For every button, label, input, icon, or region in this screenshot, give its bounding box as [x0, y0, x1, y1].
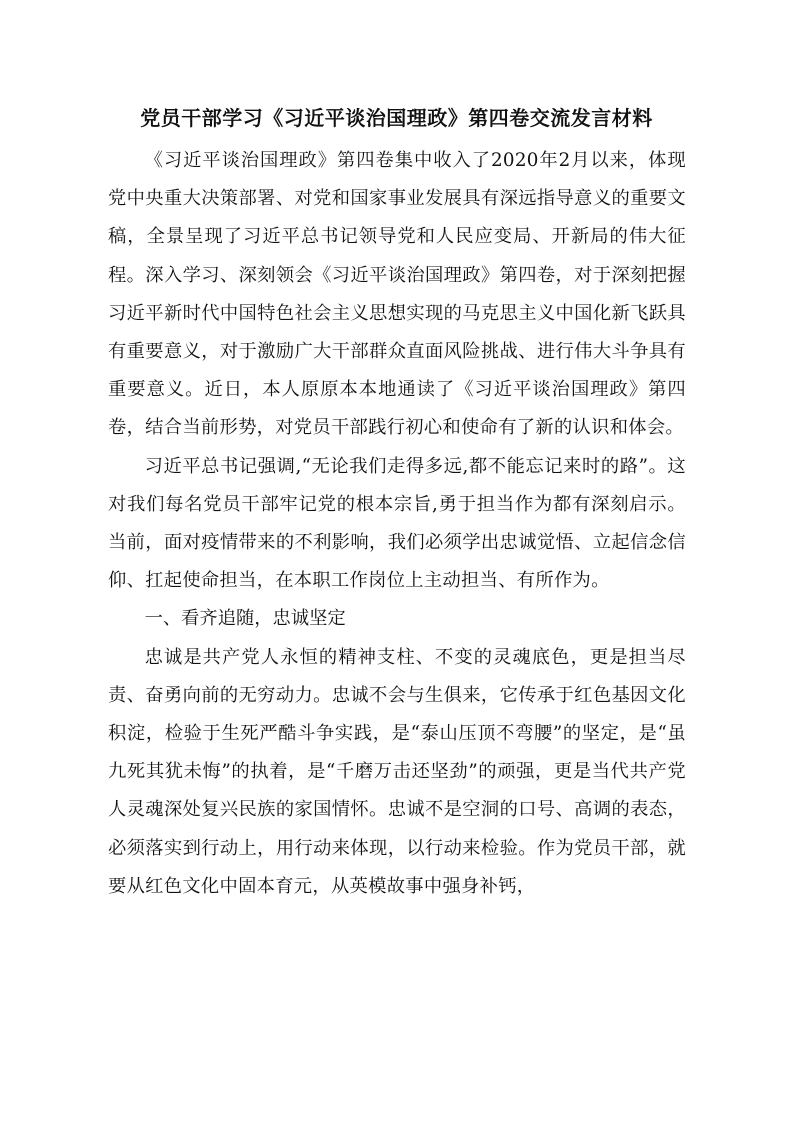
- paragraph-intro: 《习近平谈治国理政》第四卷集中收入了2020年2月以来，体现党中央重大决策部署、对党和国家事业发展具有深远指导意义的重要文稿，全景呈现了习近平总书记领导党和人民应变局、开新局的伟大征程。深入学习、深刻领会《习近平谈治国理政》第四卷，对于深刻把握习近平新时代中国特色社会主义思想实现的马克思主义中国化新飞跃具有重要意义，对于激励广大干部群众直面风险挑战、进行伟大斗争具有重要意义。近日，本人原原本本地通读了《习近平谈治国理政》第四卷，结合当前形势，对党员干部践行初心和使命有了新的认识和体会。: [108, 150, 686, 439]
- document-body: [108, 142, 686, 906]
- section-heading: 一、看齐追随，忠诚坚定: [144, 608, 346, 630]
- document-title: 党员干部学习《习近平谈治国理政》第四卷交流发言材料: [140, 106, 653, 130]
- paragraph-loyalty: 忠诚是共产党人永恒的精神支柱、不变的灵魂底色，更是担当尽责、奋勇向前的无穷动力。忠诚不会与生俱来，它传承于红色基因文化积淀，检验于生死严酷斗争实践，是“泰山压顶不弯腰”的坚定，是“虽九死其犹未悔”的执着，是“千磨万击还坚劲”的顽强，更是当代共产党人灵魂深处复兴民族的家国情怀。忠诚不是空洞的口号、高调的表态，必须落实到行动上，用行动来体现，以行动来检验。作为党员干部，就要从红色文化中固本育元，从英模故事中强身补钙，: [108, 646, 686, 897]
- paragraph-quote: 习近平总书记强调,“无论我们走得多远,都不能忘记来时的路”。这对我们每名党员干部牢记党的根本宗旨,勇于担当作为都有深刻启示。当前，面对疫情带来的不利影响，我们必须学出忠诚觉悟、立起信念信仰、扛起使命担当，在本职工作岗位上主动担当、有所作为。: [108, 455, 686, 592]
